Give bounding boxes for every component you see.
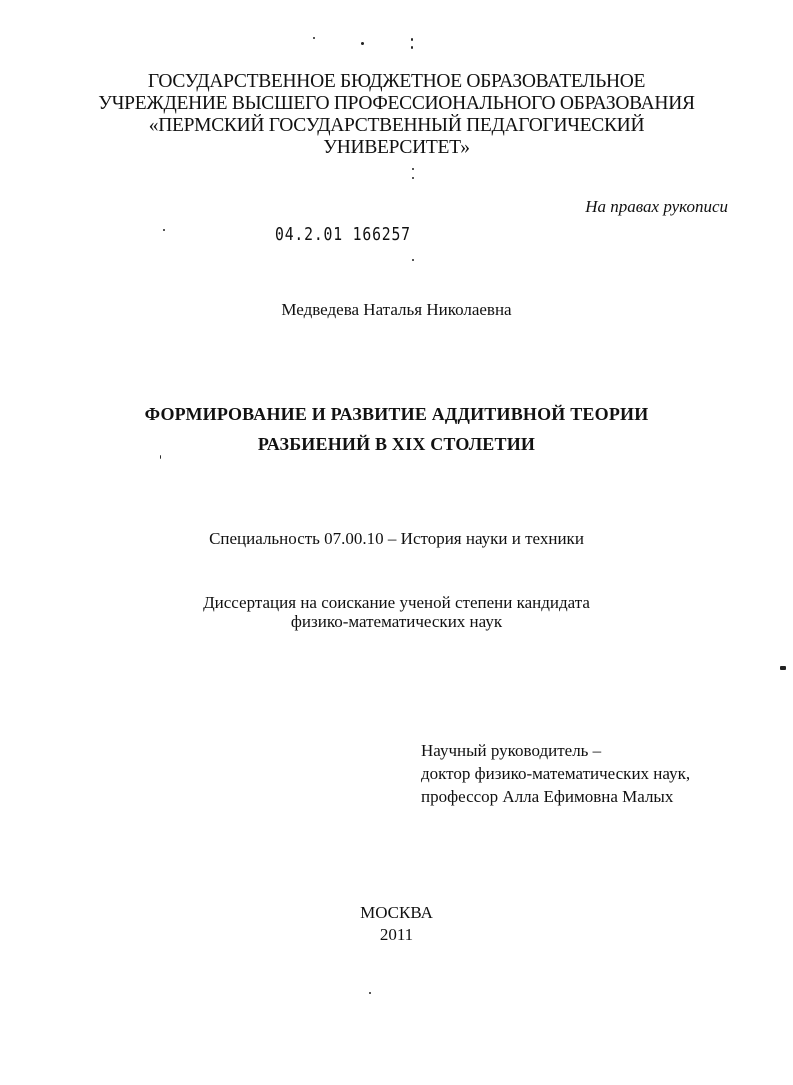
city: МОСКВА — [360, 903, 433, 922]
scan-speck — [361, 42, 364, 45]
scan-speck — [369, 992, 371, 994]
scan-speck — [313, 37, 315, 39]
manuscript-note: На правах рукописи — [585, 197, 728, 216]
institution-line-1: ГОСУДАРСТВЕННОЕ БЮДЖЕТНОЕ ОБРАЗОВАТЕЛЬНОЕ — [147, 71, 646, 92]
scan-speck — [411, 46, 413, 49]
advisor-block — [421, 739, 690, 808]
institution-line-2: УЧРЕЖДЕНИЕ ВЫСШЕГО ПРОФЕССИОНАЛЬНОГО ОБРАЗОВАНИЯ — [98, 93, 695, 114]
scan-speck — [412, 177, 414, 179]
specialty: Специальность 07.00.10 – История науки и техники — [209, 529, 584, 548]
scan-speck — [160, 455, 161, 459]
author-name: Медведева Наталья Николаевна — [281, 300, 512, 319]
dissertation-degree-line-2: физико-математических наук — [290, 612, 503, 631]
advisor-line-1: Научный руководитель – — [421, 741, 602, 760]
advisor-line-3: профессор Алла Ефимовна Малых — [421, 787, 674, 806]
scan-speck — [412, 259, 414, 261]
institution-line-4: УНИВЕРСИТЕТ» — [323, 137, 470, 158]
scan-speck — [163, 229, 165, 231]
scan-speck — [411, 38, 413, 41]
dissertation-degree-line-1: Диссертация на соискание ученой степени кандидата — [203, 593, 590, 612]
scan-speck — [780, 666, 786, 670]
year: 2011 — [379, 925, 414, 944]
registry-stamp: 04.2.01 166257 — [275, 224, 411, 245]
advisor-line-2: доктор физико-математических наук, — [421, 764, 691, 783]
dissertation-title-line-2: РАЗБИЕНИЙ В XIX СТОЛЕТИИ — [257, 434, 536, 454]
scan-speck — [412, 168, 414, 170]
institution-line-3: «ПЕРМСКИЙ ГОСУДАРСТВЕННЫЙ ПЕДАГОГИЧЕСКИЙ — [148, 115, 645, 136]
dissertation-title-line-1: ФОРМИРОВАНИЕ И РАЗВИТИЕ АДДИТИВНОЙ ТЕОРИИ — [144, 404, 649, 424]
